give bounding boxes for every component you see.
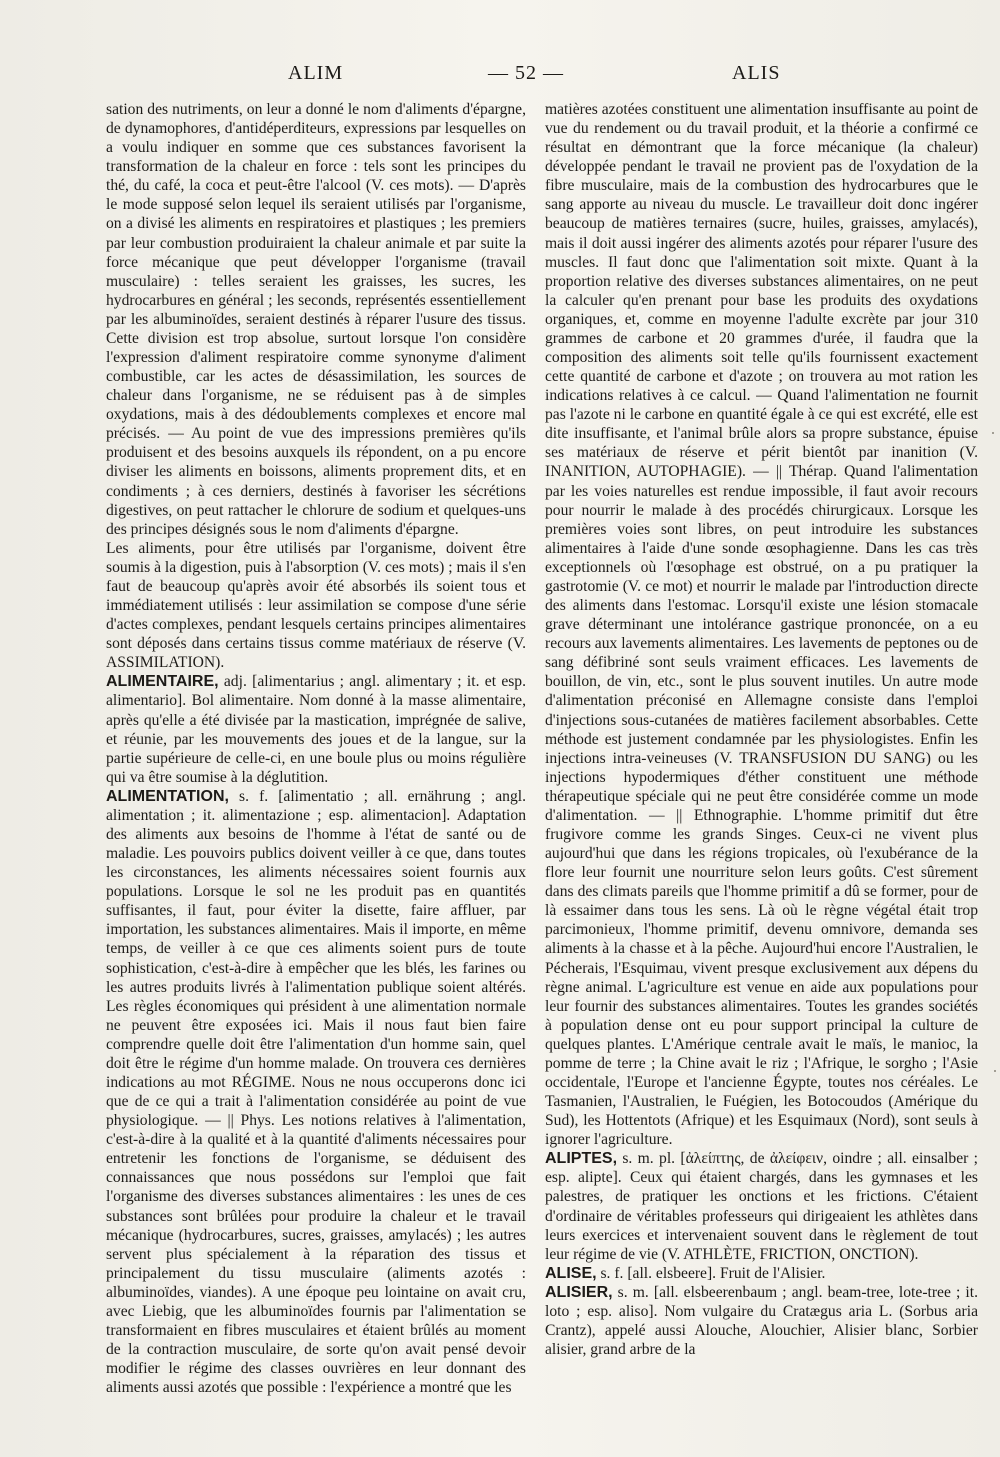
entry-alimentaire	[106, 672, 526, 786]
entry-headword: ALISE,	[545, 1264, 597, 1282]
entry-headword: ALIMENTAIRE,	[106, 673, 219, 691]
entry-alimentation	[106, 787, 526, 1398]
entry-definition: adj. [alimentarius ; angl. alimentary ; it. et esp. alimentario]. Bol alimentaire. Nom donné à la masse alimentaire, après qu'elle a été divisée par la mastication, imprégnée de salive, et réunie, par les mouvements des joues et de la langue, sur la partie supérieure de celle-ci, en une boule plus ou moins régulière qui va être soumise à la déglutition.	[106, 673, 526, 786]
paper-speck	[992, 432, 994, 434]
running-head-right: ALIS	[732, 62, 781, 84]
entry-headword: ALISIER,	[545, 1283, 613, 1301]
entry-definition: s. f. [alimentatio ; all. ernährung ; angl. alimentation ; it. alimentazione ; esp. alimentacion]. Adaptation des aliments aux besoins de l'homme à l'état de santé ou de maladie. Les pouvoirs publics doivent veiller à ce que, dans toutes les circonstances, les aliments nécessaires soient fournis aux populations. Lorsque le sol ne les produit pas en quantités suffisantes, il faut, pour éviter la disette, faire affluer, par importation, les substances alimentaires. Mais il importe, en même temps, de veiller à ce que ces aliments soient purs de toute sophistication, c'est-à-dire à empêcher que les blés, les farines ou les autres produits livrés à l'alimentation publique soient altérés. Les règles économiques qui président à une alimentation normale ne peuvent être exposées ici. Mais il nous faut bien faire comprendre quelle doit être l'alimentation d'un homme sain, quel doit être le régime d'un homme malade. On trouvera ces dernières indications au mot RÉGIME. Nous ne nous occuperons donc ici que de ce qui a trait à l'alimentation considérée au point de vue physiologique. — || Phys. Les notions relatives à l'alimentation, c'est-à-dire à la qualité et à la quantité d'aliments nécessaires pour entretenir les fonctions de l'organisme, se déduisent des connaissances que nous possédons sur l'emploi que fait l'organisme des diverses substances alimentaires : les unes de ces substances sont brûlées pour produire la chaleur et le travail mécanique (hydrocarbures, sucres, graisses, amylacés) ; les autres servent plus spécialement à la réparation des tissus et principalement du tissu musculaire (aliments azotés : albuminoïdes, viandes). A une époque peu lointaine on avait cru, avec Liebig, que les albuminoïdes fournis par l'alimentation se transformaient en fibres musculaires et étaient brûlés au moment de la contraction musculaire, de sorte qu'on avait pensé devoir modifier le régime des classes ouvrières en leur donnant des aliments aussi azotés que possible : l'expérience a montré que les	[106, 787, 526, 1397]
entry-definition: s. m. pl. [ἀλείπτης, de ἀλείφειν, oindre ; all. einsalber ; esp. alipte]. Ceux qui étaient chargés, dans les gymnases et les palestres, de pratiquer les onctions et les frictions. C'étaient d'ordinaire de véritables professeurs qui dirigeaient les athlètes dans leurs exercices et intervenaient souvent dans le règlement de tout leur régime de vie (V. ATHLÈTE, FRICTION, ONCTION).	[545, 1150, 978, 1263]
page-number: — 52 —	[488, 62, 564, 84]
paragraph-aliments-assimilation: Les aliments, pour être utilisés par l'organisme, doivent être soumis à la digestion, puis à l'absorption (V. ces mots) ; mais il s'en faut de beaucoup qu'après avoir été absorbés ils soient tous et immédiatement utilisés : leur assimilation se compose d'une série d'actes complexes, pendant lesquels certains principes alimentaires sont déposés dans certains tissus comme matériaux de réserve (V. ASSIMILATION).	[106, 539, 526, 672]
paragraph-alimentation-continuation: matières azotées constituent une alimentation insuffisante au point de vue du rendement ou du travail produit, et la théorie a confirmé ce résultat en démontrant que la force mécanique (la chaleur) développée pendant le travail ne provient pas de l'oxydation de la fibre musculaire, mais de la combustion des hydrocarbures que le sang apporte au niveau du muscle. Le travailleur doit donc ingérer beaucoup de matières ternaires (sucre, huiles, graisses, amylacés), mais il doit aussi ingérer des aliments azotés pour réparer l'usure des muscles. Il faut donc que l'alimentation soit mixte. Quant à la proportion relative des diverses substances alimentaires, on ne peut la calculer qu'en prenant pour base les produits des oxydations organiques, et, comme en moyenne l'adulte excrète par jour 310 grammes de carbone et 20 grammes d'urée, il faudra que la composition des aliments soit telle qu'ils fournissent exactement cette quantité de carbone et d'azote ; on trouvera au mot ration les indications relatives à ce calcul. — Quand l'alimentation ne fournit pas l'azote ni le carbone en quantité égale à ce qui est excrété, elle est dite insuffisante, et l'animal brûle alors sa propre substance, épuise ses matériaux de réserve et périt bientôt par inanition (V. INANITION, AUTOPHAGIE). — || Thérap. Quand l'alimentation par les voies naturelles est rendue impossible, il faut avoir recours pour nourrir le malade à des procédés chirurgicaux. Lorsque les premières voies sont libres, on peut introduire les substances alimentaires à l'aide d'une sonde œsophagienne. Dans les cas très exceptionnels où l'œsophage est obstrué, on a pu pratiquer la gastrotomie (V. ce mot) et nourrir le malade par l'introduction directe des aliments dans l'estomac. Lorsqu'il existe une lésion stomacale grave déterminant une intolérance gastrique prononcée, on a eu recours aux lavements alimentaires. Les lavements de peptones ou de sang défibriné sont seuls vraiment efficaces. Les lavements de bouillon, de vin, etc., sont le plus souvent inutiles. Un autre mode d'alimentation préconisé en Allemagne consiste dans l'emploi d'injections sous-cutanées de matières facilement absorbables. Cette méthode est justement condamnée par les physiologistes. Enfin les injections intra-veineuses (V. TRANSFUSION DU SANG) ou les injections hypodermiques d'éther constituent une méthode thérapeutique spéciale qui ne peut être considérée comme un mode d'alimentation. — || Ethnographie. L'homme primitif dut être frugivore comme les grands Singes. Ceux-ci ne vivent plus aujourd'hui que dans les régions tropicales, où l'exubérance de la flore leur fournit une nourriture selon leurs goûts. C'est sûrement dans des climats pareils que l'homme primitif a dû se former, pour de là essaimer dans tous les sens. Là où le règne végétal était trop parcimonieux, l'homme primitif, devenu omnivore, demanda ses aliments à la chasse et à la pêche. Aujourd'hui encore l'Australien, le Pécherais, l'Esquimau, vivent presque exclusivement aux dépens du règne animal. L'agriculture est venue en aide aux populations pour leur fournir des substances alimentaires. Toutes les grandes sociétés à population dense ont eu pour support principal la culture de quelques plantes. L'Amérique centrale avait le maïs, le manioc, la pomme de terre ; la Chine avait le riz ; l'Afrique, le sorgho ; l'Asie occidentale, l'Europe et l'ancienne Égypte, toutes nos céréales. Le Tasmanien, l'Australien, le Fuégien, les Botocoudos (Amérique du Sud), les Hottentots (Afrique) et les Esquimaux (Nord), sont seuls à ignorer l'agriculture.	[545, 101, 979, 1149]
paragraph-aliments-continuation: sation des nutriments, on leur a donné le nom d'aliments d'épargne, de dynamophores, d'antidéperditeurs, expressions par lesquelles on a voulu indiquer en somme que ces substances favorisent la transformation de la chaleur en force : tels sont les principes du thé, du café, la coca et peut-être l'alcool (V. ces mots). — D'après le mode supposé selon lequel ils seraient utilisés par l'organisme, on a divisé les aliments en respiratoires et plastiques ; les premiers par leur combustion produiraient la chaleur animale et par suite la force mécanique que peut développer l'organisme (travail musculaire) : telles seraient les graisses, les sucres, les hydrocarbures en général ; les seconds, représentés essentiellement par les albuminoïdes, seraient destinés à réparer l'usure des tissus. Cette division est trop absolue, surtout lorsque l'on considère l'expression d'aliment respiratoire comme synonyme d'aliment combustible, car les actes de désassimilation, les sources de chaleur dans l'organisme, ne se réduisent pas à de simples oxydations, mais à des dédoublements complexes et encore mal précisés. — Au point de vue des impressions premières qu'ils produisent et des besoins auxquels ils répondent, on a pu encore diviser les aliments en boissons, aliments proprement dits, et en condiments ; à ces derniers, destinés à favoriser les sécrétions digestives, on peut rattacher le chlorure de sodium et quelques-uns des principes désignés sous le nom d'aliments d'épargne.	[106, 101, 526, 538]
paper-speck	[994, 1070, 996, 1072]
entry-alisier	[545, 1283, 978, 1359]
entry-definition: s. f. [all. elsbeere]. Fruit de l'Alisier.	[600, 1264, 826, 1282]
entry-alise	[545, 1264, 978, 1283]
entry-aliptes	[545, 1149, 978, 1263]
left-column	[106, 100, 526, 1397]
page-header	[96, 62, 940, 92]
entry-headword: ALIMENTATION,	[106, 787, 229, 805]
running-head-left: ALIM	[288, 62, 344, 84]
entry-definition: s. m. [all. elsbeerenbaum ; angl. beam-tree, lote-tree ; it. loto ; esp. aliso]. Nom vulgaire du Cratægus aria L. (Sorbus aria Crantz), appelé aussi Alouche, Alouchier, Alisier blanc, Sorbier alisier, grand arbre de la	[545, 1283, 978, 1359]
right-column	[545, 100, 978, 1359]
entry-headword: ALIPTES,	[545, 1150, 618, 1168]
